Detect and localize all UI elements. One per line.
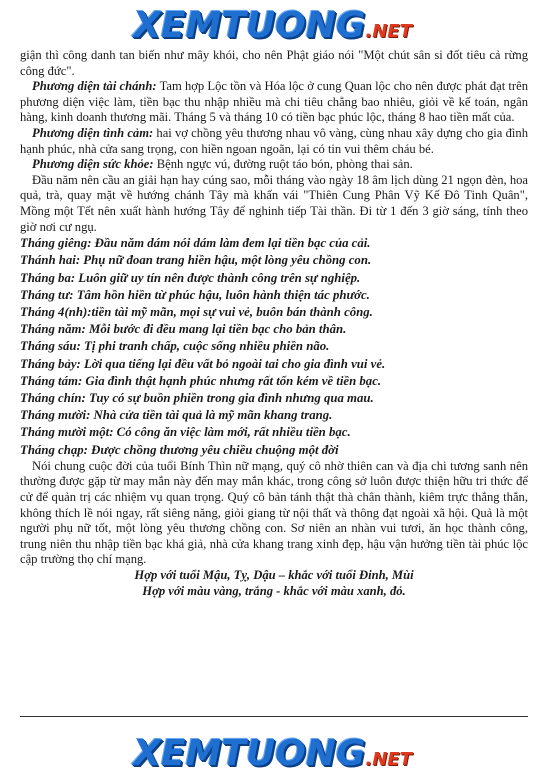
logo-text: XEMTUONG — [133, 5, 366, 46]
month-line: Tháng chạp: Được chồng thương yêu chiều chuộng một đời — [20, 442, 339, 457]
monthly-forecast-list — [20, 235, 528, 459]
month-line: Tháng tư: Tâm hồn hiền từ phúc hậu, luôn hành thiện tác phước. — [20, 287, 370, 302]
compatible-ages: Hợp với tuổi Mậu, Tỵ, Dậu – khắc với tuổi Đinh, Mùi — [134, 567, 414, 582]
site-logo-top[interactable] — [0, 6, 545, 46]
month-line: Tháng mười: Nhà cửa tiền tài quả là mỹ mãn khang trang. — [20, 408, 333, 423]
month-line: Thánh hai: Phụ nữ đoan trang hiền hậu, một lòng yêu chồng con. — [20, 253, 372, 268]
month-line: Tháng bảy: Lời qua tiếng lại đều vất bỏ ngoài tai cho gia đình vui vẻ. — [20, 356, 386, 371]
footer-divider — [20, 716, 528, 717]
month-line: Tháng giêng: Đầu năm dám nói dám làm đem lại tiền bạc của cải. — [20, 236, 371, 251]
health-paragraph — [20, 157, 528, 173]
site-logo-bottom[interactable] — [0, 734, 545, 774]
month-line: Tháng tám: Gia đình thật hạnh phúc nhưng rất tốn kém về tiền bạc. — [20, 373, 382, 388]
compatible-colors: Hợp với màu vàng, trắng - khắc với màu xanh, đỏ. — [142, 583, 406, 598]
article-body — [20, 48, 528, 599]
finance-text: Tam hợp Lộc tồn và Hóa lộc ở cung Quan lộc cho nên được phát đạt trên phương diện việc làm, tiền bạc thu nhập nhiều mà chi tiêu chẳng bao nhiêu, giỏi về kế toán, ngân hàng, kinh doanh thương mãi. Tháng 5 và tháng 10 có tiền bạc phúc lộc, tháng 8 hao tiền mất của. — [20, 79, 528, 125]
ritual-paragraph: Đầu năm nên cầu an giải hạn hay cúng sao, mỗi tháng vào ngày 18 âm lịch dùng 21 ngọn đèn, hoa quả, trà, quay mặt về hướng chánh Tây mà khấn vái "Thiên Cung Phân Vỹ Kế Đô Tinh Quân", Mồng một Tết nên xuất hành hướng Tây để nghinh tiếp Tài thần. Đi từ 1 đến 3 giờ sáng, tính theo giờ nơi cư ngụ. — [20, 172, 528, 234]
month-line: Tháng 4(nh):tiền tài mỹ mãn, mọi sự vui vẻ, buôn bán thành công. — [20, 304, 373, 319]
logo-text: XEMTUONG — [133, 733, 366, 774]
health-label: Phương diện sức khỏe: — [32, 157, 154, 172]
love-label: Phương diện tình cảm: — [32, 125, 154, 140]
finance-paragraph — [20, 79, 528, 126]
love-text: hai vợ chồng yêu thương nhau vô vàng, cùng nhau xây dựng cho gia đình hạnh phúc, nhà cửa sang trọng, con hiền ngoan ngoãn, lại có tin vui thêm cháu bé. — [20, 125, 528, 156]
month-line: Tháng sáu: Tị phi tranh chấp, cuộc sống nhiều phiền não. — [20, 339, 330, 354]
month-line: Tháng ba: Luôn giữ uy tín nên được thành công trên sự nghiệp. — [20, 270, 361, 285]
summary-paragraph: Nói chung cuộc đời của tuổi Bính Thìn nữ mạng, quý cô nhờ thiên can và địa chi tương sanh nên thường được gặp từ may mắn này đến may mắn khác, trong công sở luôn được thiện hữu tri thức để cử để quản trị các nhiệm vụ quan trọng. Quý cô bản tánh thật thà chân thành, kiêm trực thẳng thắn, không thích lề nói ngay, rất siêng năng, giỏi giang từ nội thất và thông đạt ngoài xã hội. Quả là một người phụ nữ tốt, một lòng yêu thương chồng con. Sơ niên an nhàn vui tươi, ăn học thành công, trung niên thu nhập tiền bạc khá giả, nhà cửa khang trang xinh đẹp, hậu vận hưởng tiền tài phúc lộc cập trường thọ chí mạng. — [20, 458, 528, 567]
logo-suffix: .NET — [365, 749, 412, 770]
love-paragraph — [20, 126, 528, 157]
month-line: Tháng chín: Tuy có sự buồn phiền trong gia đình nhưng qua mau. — [20, 390, 374, 405]
health-text: Bệnh ngực vú, đường ruột táo bón, phòng thai sản. — [153, 157, 413, 172]
logo-suffix: .NET — [365, 21, 412, 42]
month-line: Tháng năm: Mỗi bước đi đều mang lại tiền bạc cho bản thân. — [20, 322, 347, 337]
intro-paragraph: giận thì công danh tan biến như mây khói, cho nên Phật giáo nói "Một chút sân si đốt tiêu cả rừng công đức". — [20, 48, 528, 78]
finance-label: Phương diện tài chánh: — [32, 79, 157, 94]
month-line: Tháng mười một: Có công ăn việc làm mới, rất nhiều tiền bạc. — [20, 425, 351, 440]
